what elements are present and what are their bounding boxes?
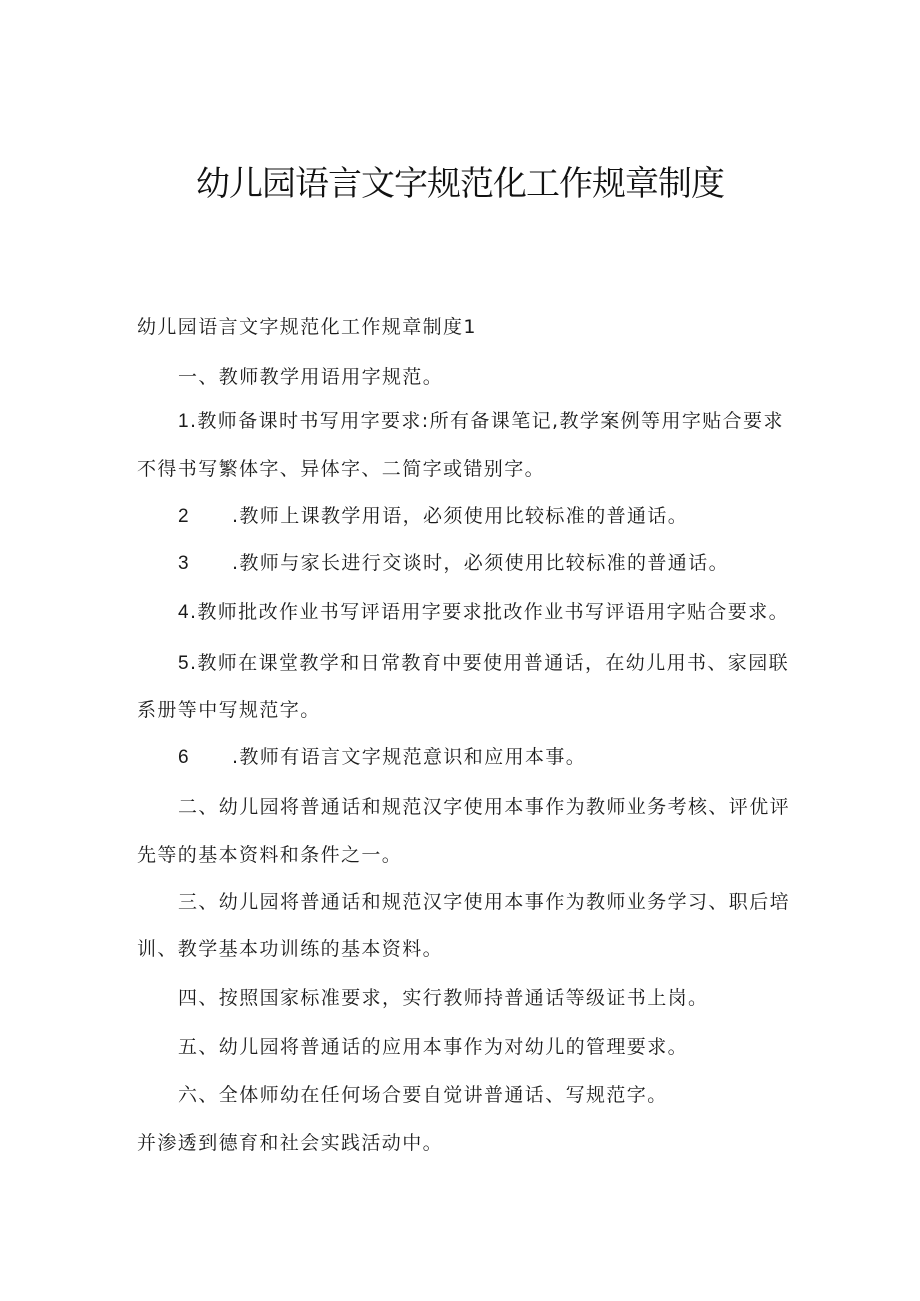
- item-1-text: .教师备课时书写用字要求:所有备课笔记,教学案例等用字贴合要求: [189, 410, 784, 432]
- section-3-line-2: 训、教学基本功训练的基本资料。: [137, 938, 444, 960]
- section-6-line-2: 并渗透到德育和社会实践活动中。: [137, 1132, 444, 1154]
- item-4-number: 4: [178, 602, 190, 623]
- item-6: [178, 745, 586, 770]
- section-2-line-2: 先等的基本资料和条件之一。: [137, 844, 403, 866]
- item-2: [178, 504, 688, 529]
- section-6-line-1: 六、全体师幼在任何场合要自觉讲普通话、写规范字。: [178, 1084, 668, 1106]
- section-3-line-1: 三、幼儿园将普通话和规范汉字使用本事作为教师业务学习、职后培: [178, 891, 791, 913]
- section-5: 五、幼儿园将普通话的应用本事作为对幼儿的管理要求。: [178, 1036, 689, 1058]
- item-1-line-2: 不得书写繁体字、异体字、二简字或错别字。: [137, 458, 546, 480]
- item-3: [178, 551, 729, 576]
- section-4: 四、按照国家标准要求，实行教师持普通话等级证书上岗。: [178, 987, 709, 1009]
- document-title: 幼儿园语言文字规范化工作规章制度: [196, 164, 724, 204]
- item-2-number: 2: [178, 506, 190, 527]
- item-5-line-1: [178, 651, 789, 676]
- item-6-number: 6: [178, 747, 190, 768]
- item-5-number: 5: [178, 653, 190, 674]
- item-3-text: .教师与家长进行交谈时，必须使用比较标准的普通话。: [231, 552, 730, 574]
- section-1-heading: 一、教师教学用语用字规范。: [178, 366, 444, 388]
- item-5-text: .教师在课堂教学和日常教育中要使用普通话，在幼儿用书、家园联: [189, 652, 790, 674]
- item-2-text: .教师上课教学用语，必须使用比较标准的普通话。: [231, 505, 689, 527]
- item-5-line-2: 系册等中写规范字。: [137, 699, 321, 721]
- section-2-line-1: 二、幼儿园将普通话和规范汉字使用本事作为教师业务考核、评优评: [178, 796, 791, 818]
- item-3-number: 3: [178, 553, 190, 574]
- item-4: [178, 600, 789, 625]
- subtitle: 幼儿园语言文字规范化工作规章制度1: [137, 316, 477, 338]
- item-1-line-1: [178, 409, 784, 434]
- item-6-text: .教师有语言文字规范意识和应用本事。: [231, 746, 587, 768]
- item-1-number: 1: [178, 411, 190, 432]
- item-4-text: .教师批改作业书写评语用字要求批改作业书写评语用字贴合要求。: [189, 601, 790, 623]
